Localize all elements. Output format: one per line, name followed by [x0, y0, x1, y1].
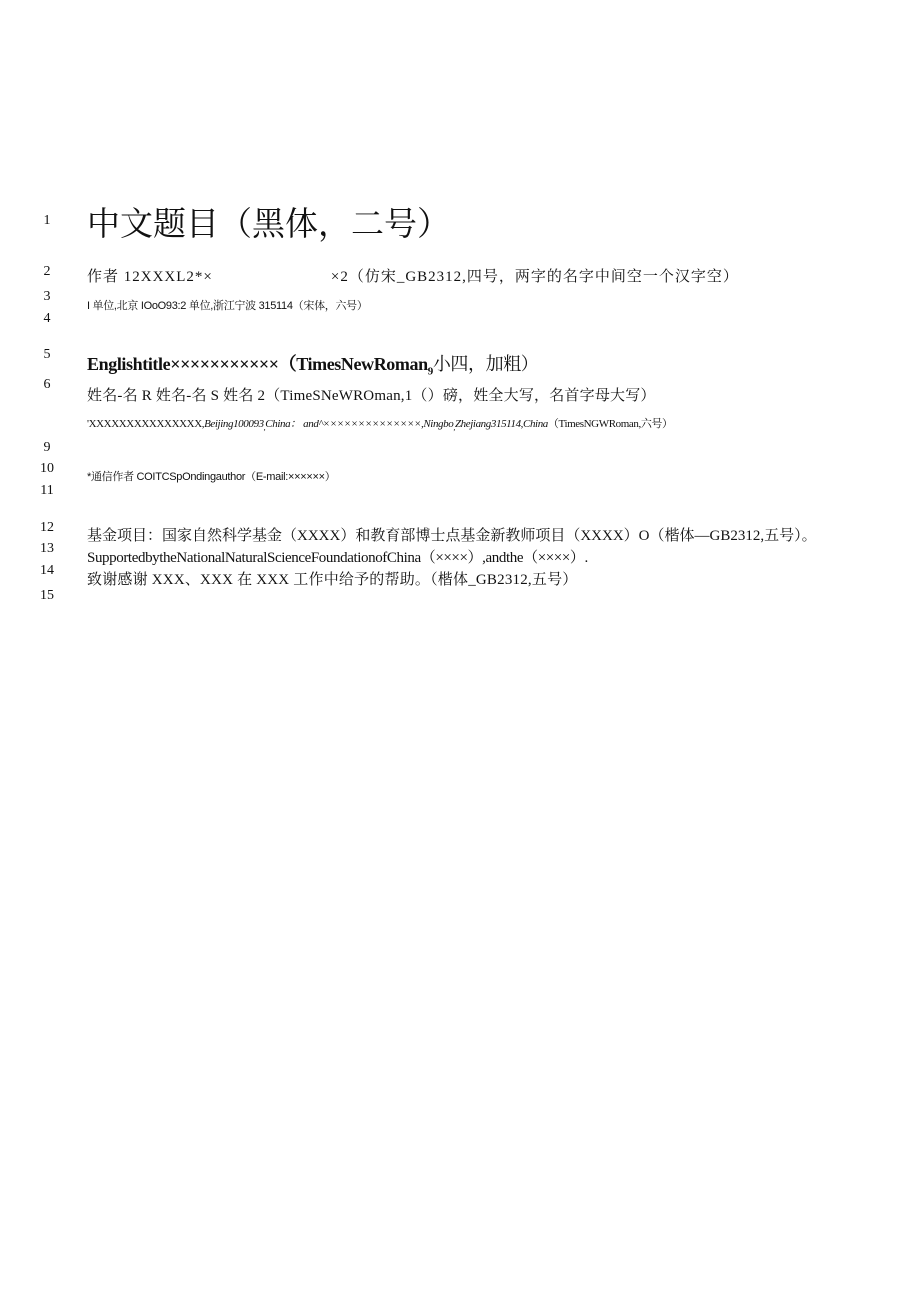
line-number: 2 — [43, 264, 51, 279]
line-number: 9 — [43, 440, 51, 455]
chinese-title: 中文题目（黑体，二号） — [87, 204, 450, 243]
line-number: 13 — [40, 541, 54, 556]
english-title — [87, 352, 538, 384]
en-affil-part: and^××××××××××××××, — [303, 418, 424, 430]
en-affil-part: Beijing100093 — [204, 418, 264, 430]
line-number: 3 — [43, 289, 51, 304]
line-number: 6 — [43, 377, 51, 392]
en-affil-part: Zhejiang315114,China — [454, 418, 548, 430]
author-name: 作者 12XXXL2*× — [87, 269, 213, 285]
acknowledgement: 致谢感谢 XXX、XXX 在 XXX 工作中给予的帮助。（楷体_GB2312,五号） — [87, 572, 578, 588]
author-format-note: ×2（仿宋_GB2312,四号，两字的名字中间空一个汉字空） — [330, 269, 739, 285]
line-number: 14 — [40, 563, 54, 578]
chinese-affiliation: I 单位,北京 IOoO93:2 单位,浙江宁波 315114（宋体，六号） — [87, 300, 368, 312]
en-affil-part: 'XXXXXXXXXXXXXXX, — [87, 418, 205, 430]
line-number: 11 — [40, 483, 54, 498]
line-number: 1 — [43, 213, 51, 228]
line-number: 15 — [40, 588, 54, 603]
english-title-main: Englishtitle×××××××××××（TimesNewRoman — [87, 354, 428, 374]
corresponding-author: *通信作者 COITCSpOndingauthor（E-mail:××××××） — [87, 471, 336, 483]
chinese-authors-line — [87, 267, 739, 287]
line-number: 4 — [43, 311, 51, 326]
line-number: 12 — [40, 520, 54, 535]
english-title-sub: 9 — [427, 365, 433, 378]
english-affiliation: '$XXXXXXXXXXXXXXX,Beijing100093_,China$： and^××××××××××××××,Ningbo$_,$Zhejiang315114,China（TimesNGWRoman,六号） — [87, 418, 673, 433]
en-affil-part: China： — [265, 418, 301, 430]
supported-by-statement: SupportedbytheNationalNaturalScienceFoundationofChina（××××）,andthe（××××）. — [87, 550, 588, 566]
english-title-format-note: 小四，加粗） — [432, 354, 539, 374]
en-affil-part: （TimesNGWRoman,六号） — [547, 418, 673, 430]
en-affil-part: Ningbo — [423, 418, 454, 430]
english-authors: 姓名-名 R 姓名-名 S 姓名 2（TimeSNeWROman,1（）磅，姓全大写，名首字母大写） — [87, 388, 656, 404]
line-number: 10 — [40, 461, 54, 476]
funding-statement: 基金项目：国家自然科学基金（XXXX）和教育部博士点基金新教师项目（XXXX）O（楷体—GB2312,五号）。 — [87, 528, 817, 544]
line-number: 5 — [43, 347, 51, 362]
